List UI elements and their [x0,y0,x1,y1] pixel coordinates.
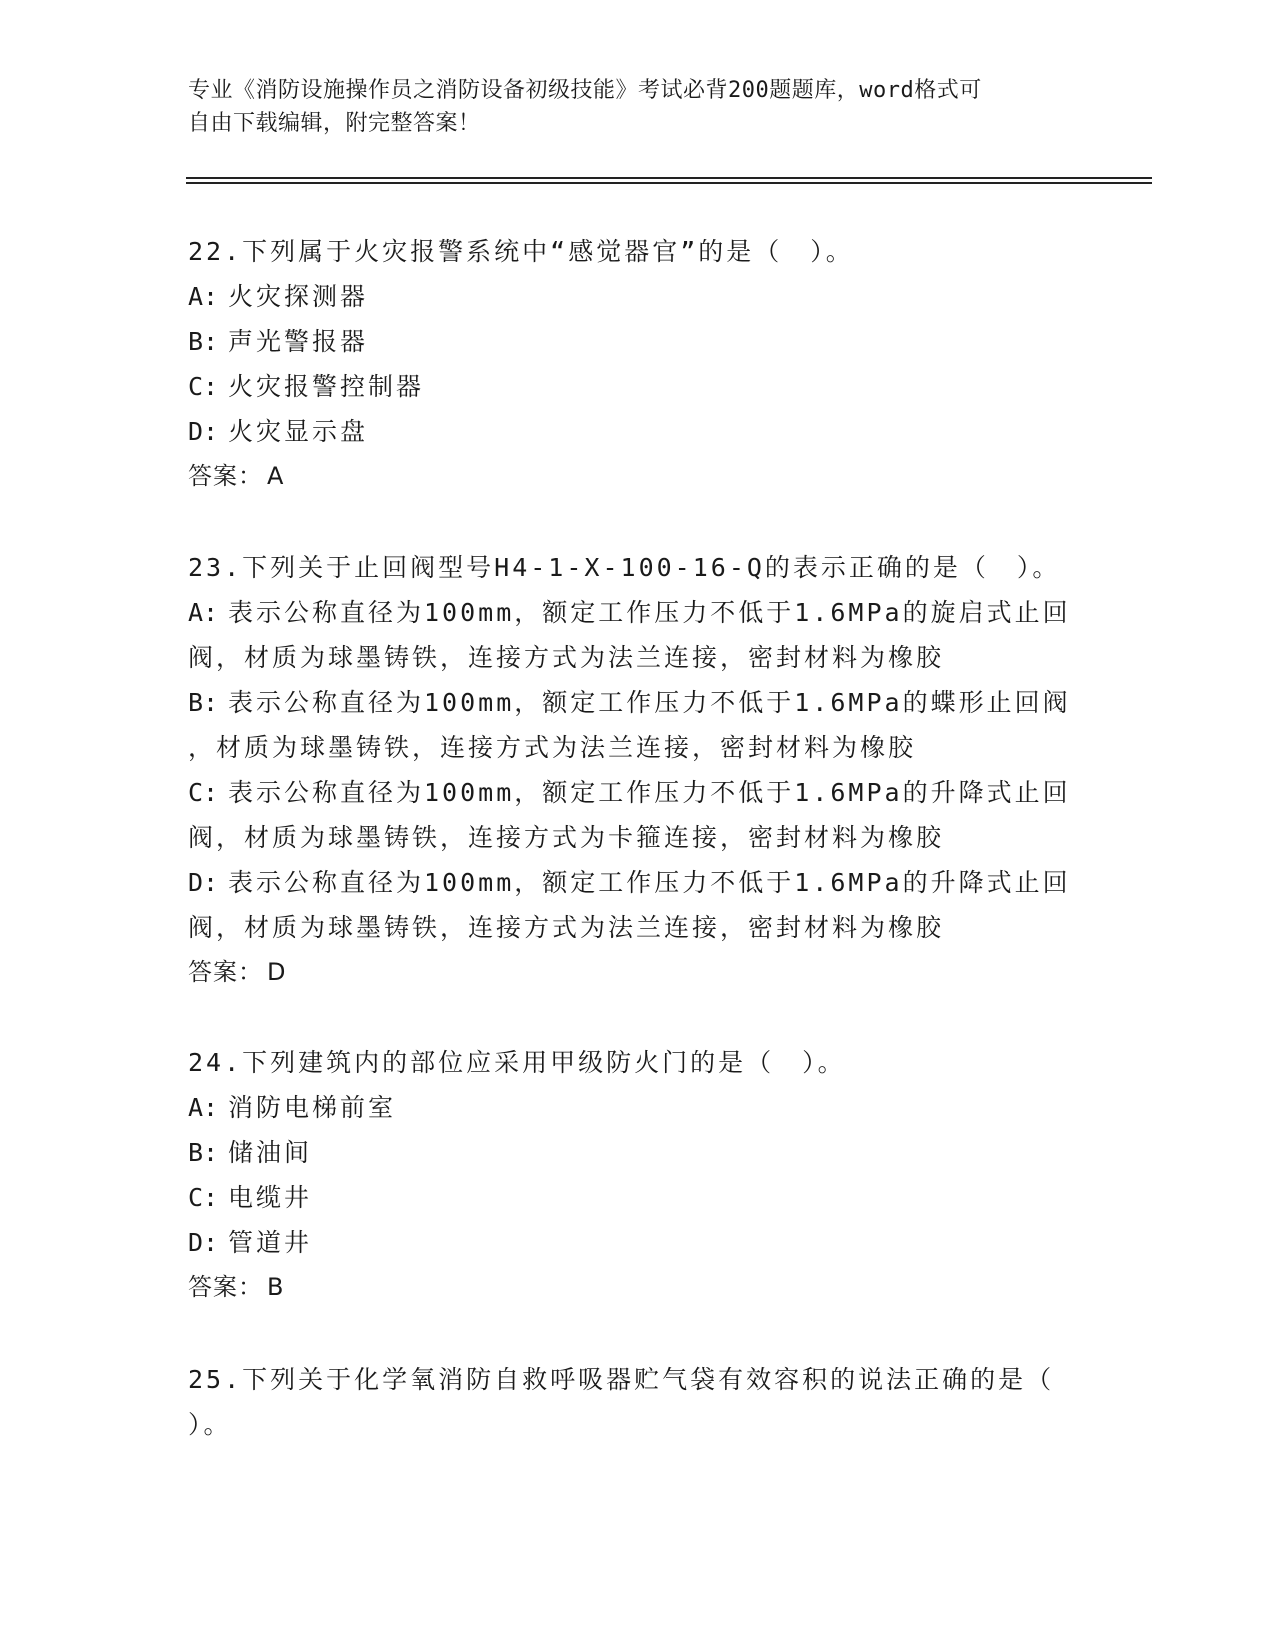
option-a [188,590,1088,635]
option-text: 储油间 [228,1138,313,1167]
question-stem: 25.下列关于化学氧消防自救呼吸器贮气袋有效容积的说法正确的是（ [188,1365,1055,1394]
option-c [188,1175,1088,1220]
option-text: 消防电梯前室 [228,1093,397,1122]
option-d [188,1220,1088,1265]
option-d-continued: 阀，材质为球墨铸铁，连接方式为法兰连接，密封材料为橡胶 [188,913,945,942]
option-a [188,274,1088,319]
question-22 [188,229,1088,499]
option-c [188,770,1088,815]
option-text: 表示公称直径为100mm，额定工作压力不低于1.6MPa的蝶形止回阀 [228,688,1071,717]
option-label: C: [188,1183,219,1212]
option-text: 管道井 [228,1228,313,1257]
header-divider [186,182,1152,184]
option-text: 表示公称直径为100mm，额定工作压力不低于1.6MPa的升降式止回 [228,778,1071,807]
question-23 [188,545,1088,995]
option-b-continued: ，材质为球墨铸铁，连接方式为法兰连接，密封材料为橡胶 [188,733,917,762]
answer-prefix: 答案： [188,1273,263,1301]
option-label: C: [188,372,219,401]
option-text: 火灾显示盘 [228,417,369,446]
option-label: D: [188,417,219,446]
option-label: B: [188,327,219,356]
option-b [188,319,1088,364]
option-text: 表示公称直径为100mm，额定工作压力不低于1.6MPa的升降式止回 [228,868,1071,897]
answer-value: A [267,462,285,490]
header-divider [186,177,1152,179]
option-label: D: [188,1228,219,1257]
option-a-continued: 阀，材质为球墨铸铁，连接方式为法兰连接，密封材料为橡胶 [188,643,945,672]
option-b [188,1130,1088,1175]
option-label: A: [188,1093,219,1122]
option-label: B: [188,688,219,717]
header-line: 专业《消防设施操作员之消防设备初级技能》考试必背200题题库，word格式可 [188,78,982,103]
option-d [188,409,1088,454]
option-label: C: [188,778,219,807]
option-label: B: [188,1138,219,1167]
option-c [188,364,1088,409]
question-stem: 24.下列建筑内的部位应采用甲级防火门的是（ ）。 [188,1048,846,1077]
question-stem: 22.下列属于火灾报警系统中“感觉器官”的是（ ）。 [188,237,854,266]
option-b [188,680,1088,725]
answer-line [188,1265,1088,1310]
question-24 [188,1040,1088,1310]
option-label: A: [188,282,219,311]
option-text: 表示公称直径为100mm，额定工作压力不低于1.6MPa的旋启式止回 [228,598,1071,627]
question-25 [188,1357,1088,1447]
answer-value: B [267,1273,285,1301]
header-line: 自由下载编辑，附完整答案！ [188,111,481,136]
option-text: 火灾报警控制器 [228,372,425,401]
answer-value: D [267,958,287,986]
question-stem-continued: ）。 [188,1410,232,1439]
option-a [188,1085,1088,1130]
question-stem: 23.下列关于止回阀型号H4-1-X-100-16-Q的表示正确的是（ ）。 [188,553,1061,582]
option-text: 火灾探测器 [228,282,369,311]
option-label: D: [188,868,219,897]
option-text: 声光警报器 [228,327,369,356]
document-header [188,74,1088,140]
option-text: 电缆井 [228,1183,313,1212]
answer-prefix: 答案： [188,958,263,986]
answer-line [188,454,1088,499]
answer-line [188,950,1088,995]
option-label: A: [188,598,219,627]
option-c-continued: 阀，材质为球墨铸铁，连接方式为卡箍连接，密封材料为橡胶 [188,823,945,852]
answer-prefix: 答案： [188,462,263,490]
option-d [188,860,1088,905]
